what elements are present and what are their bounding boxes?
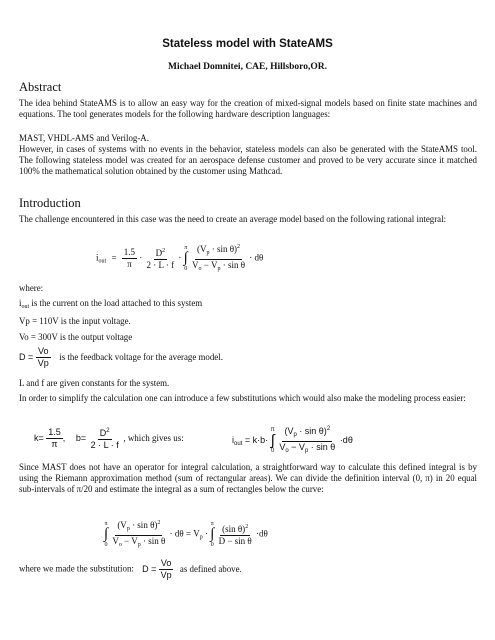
equation-iout-integral: $i_{out}$ = $\frac{1.5}{\pi}$ · $\frac{D^2}{2 \cdot L \cdot f}$ · π ∫ 0 $\frac{(V_p \cdot \sin \theta)^2}{V_o - V_p \cdot \sin \theta}$ · dθ [96, 244, 264, 272]
lf-definition: L and f are given constants for the system. [19, 378, 170, 388]
where-label: where: [19, 283, 44, 293]
equation-iout-kb: $i_{out} = k\cdot b\cdot$ π ∫ 0 $\frac{(V_p \cdot \sin \theta)^2}{V_o - V_p \cdot \sin \theta}$ ·dθ [232, 426, 353, 454]
substitution-line: where we made the substitution: D = $\frac{Vo}{Vp}$ as defined above. [19, 558, 242, 580]
vo-definition: Vo = 300V is the output voltage [19, 332, 133, 342]
introduction-heading: Introduction [19, 196, 81, 210]
vp-definition: Vp = 110V is the input voltage. [19, 316, 131, 326]
introduction-paragraph-1: The challenge encountered in this case was the need to create an average model based on the following rational integral: [19, 214, 447, 224]
page-title: Stateless model with StateAMS [162, 38, 333, 50]
abstract-heading: Abstract [19, 80, 62, 94]
abstract-paragraph-1: The idea behind StateAMS is to allow an easy way for the creation of mixed-signal models based on finite state machines and equations. The tool generates models for the following hardware description languages: [19, 98, 477, 120]
introduction-paragraph-2: In order to simplify the calculation one can introduce a few substitutions which would also make the modeling process easier: [19, 393, 466, 403]
d-definition: D = $\frac{Vo}{Vp}$ is the feedback voltage for the average model. [19, 346, 223, 368]
iout-definition: $i_{out}$ is the current on the load attached to this system [19, 298, 203, 310]
equation-riemann: π ∫ 0 $\frac{(V_p \cdot \sin \theta)^2}{V_o - V_p \cdot \sin \theta}$ · $d\theta = V_p$ · π ∫ 0 $\frac{(\sin \theta)^2}{\text{D − sin θ}}$ ·dθ [104, 520, 268, 548]
abstract-languages: MAST, VHDL-AMS and Verilog-A. [19, 133, 149, 143]
substitution-k-b: k= $\frac{1.5}{\pi}$ , b= $\frac{D^2}{2 \cdot L \cdot f}$ , which gives us: [34, 427, 184, 450]
introduction-paragraph-3: Since MAST does not have an operator for integral calculation, a straightforward way to calculate this defined integral is by using the Riemann approximation method (sum of rectangular areas). We can divide the definition interval (0, π) in 20 equal sub-intervals of π/20 and estimate the integral as a sum of rectangles below the curve: [19, 462, 477, 495]
author-line: Michael Domnitei, CAE, Hillsboro,OR. [168, 62, 327, 72]
abstract-paragraph-2: However, in cases of systems with no events in the behavior, stateless models can also be generated with the StateAMS tool. The following stateless model was created for an aerospace defense customer and proved to be very accurate since it matched 100% the mathematical solution obtained by the customer using Mathcad. [19, 144, 477, 177]
